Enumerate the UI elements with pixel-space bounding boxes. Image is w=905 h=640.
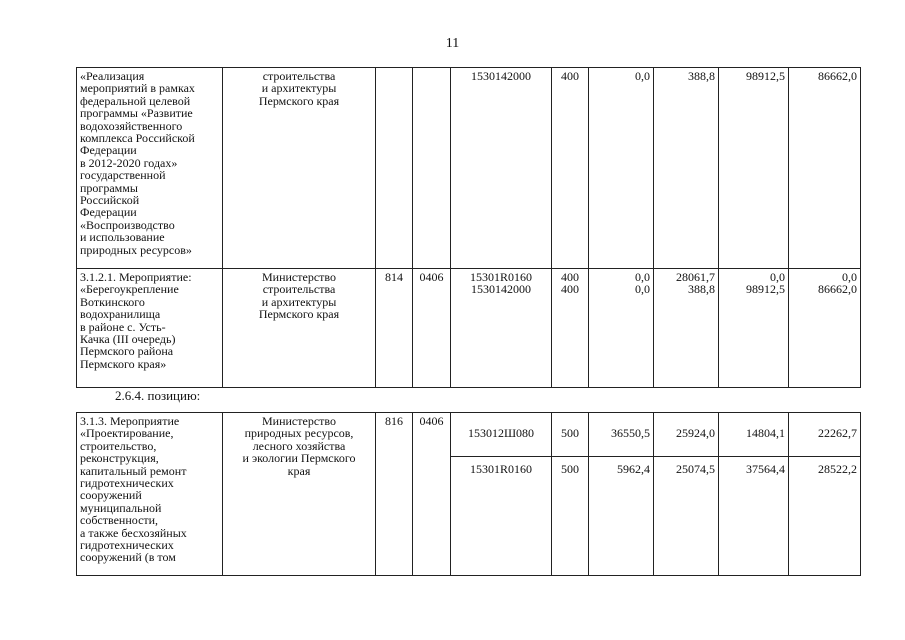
table-row (77, 413, 861, 576)
value-year-1: 0,0 0,0 (589, 269, 654, 388)
target-article-code: 153012Ш080 (467, 426, 535, 441)
value-year-2: 28061,7 388,8 (654, 269, 719, 388)
value-year-4-cell (789, 413, 861, 576)
value-year-3: 14804,1 (746, 426, 785, 441)
grbs-code: 814 (376, 269, 413, 388)
value-year-2: 25074,5 (654, 456, 718, 475)
responsible-org: Министерство природных ресурсов, лесного хозяйства и экологии Пермского края (223, 413, 376, 576)
value-year-2: 25924,0 (676, 426, 715, 441)
value-year-4: 22262,7 (818, 426, 857, 441)
target-article-code: 15301R0160 1530142000 (451, 269, 552, 388)
value-year-4: 0,0 86662,0 (789, 269, 861, 388)
expense-type-code: 500 (552, 456, 588, 475)
value-year-1: 5962,4 (589, 456, 653, 475)
responsible-org: Министерство строительства и архитектуры Пермского края (223, 269, 376, 388)
grbs-code: 816 (376, 413, 413, 576)
value-year-3: 98912,5 (719, 68, 789, 269)
value-year-2-cell (654, 413, 719, 576)
grbs-code (376, 68, 413, 269)
budget-table-2 (76, 412, 861, 576)
value-year-3: 0,0 98912,5 (719, 269, 789, 388)
responsible-org: строительства и архитектуры Пермского края (223, 68, 376, 269)
table-row (77, 68, 861, 269)
value-year-1-cell (589, 413, 654, 576)
measure-name: «Реализация мероприятий в рамках федеральной целевой программы «Развитие водохозяйственного комплекса Российской Федерации в 2012-2020 годах» государственной программы Российской Федерации «Воспроизводство и использование природных ресурсов» (77, 68, 223, 269)
value-year-3: 37564,4 (719, 456, 788, 475)
value-year-4: 28522,2 (789, 456, 860, 475)
section-code (413, 68, 451, 269)
measure-name: 3.1.2.1. Мероприятие: «Берегоукрепление Воткинского водохранилища в районе с. Усть- Качка (III очередь) Пермского района Пермского края» (77, 269, 223, 388)
value-year-2: 388,8 (654, 68, 719, 269)
target-article-code: 1530142000 (451, 68, 552, 269)
table-row (77, 269, 861, 388)
expense-type-code: 400 400 (552, 269, 589, 388)
expense-type-code: 400 (552, 68, 589, 269)
target-article-cell (451, 413, 552, 576)
page-number: 11 (445, 36, 460, 51)
expense-type-cell (552, 413, 589, 576)
budget-table-1 (76, 67, 861, 388)
section-code: 0406 (413, 269, 451, 388)
measure-name: 3.1.3. Мероприятие «Проектирование, строительство, реконструкция, капитальный ремонт гидротехнических сооружений муниципальной собственности, а также бесхозяйных гидротехнических сооружений (в том (77, 413, 223, 576)
section-code: 0406 (413, 413, 451, 576)
target-article-code: 15301R0160 (451, 456, 551, 475)
value-year-1: 36550,5 (611, 426, 650, 441)
section-label: 2.6.4. позицию: (115, 388, 201, 403)
value-year-1: 0,0 (589, 68, 654, 269)
value-year-4: 86662,0 (789, 68, 861, 269)
value-year-3-cell (719, 413, 789, 576)
expense-type-code: 500 (561, 426, 579, 441)
